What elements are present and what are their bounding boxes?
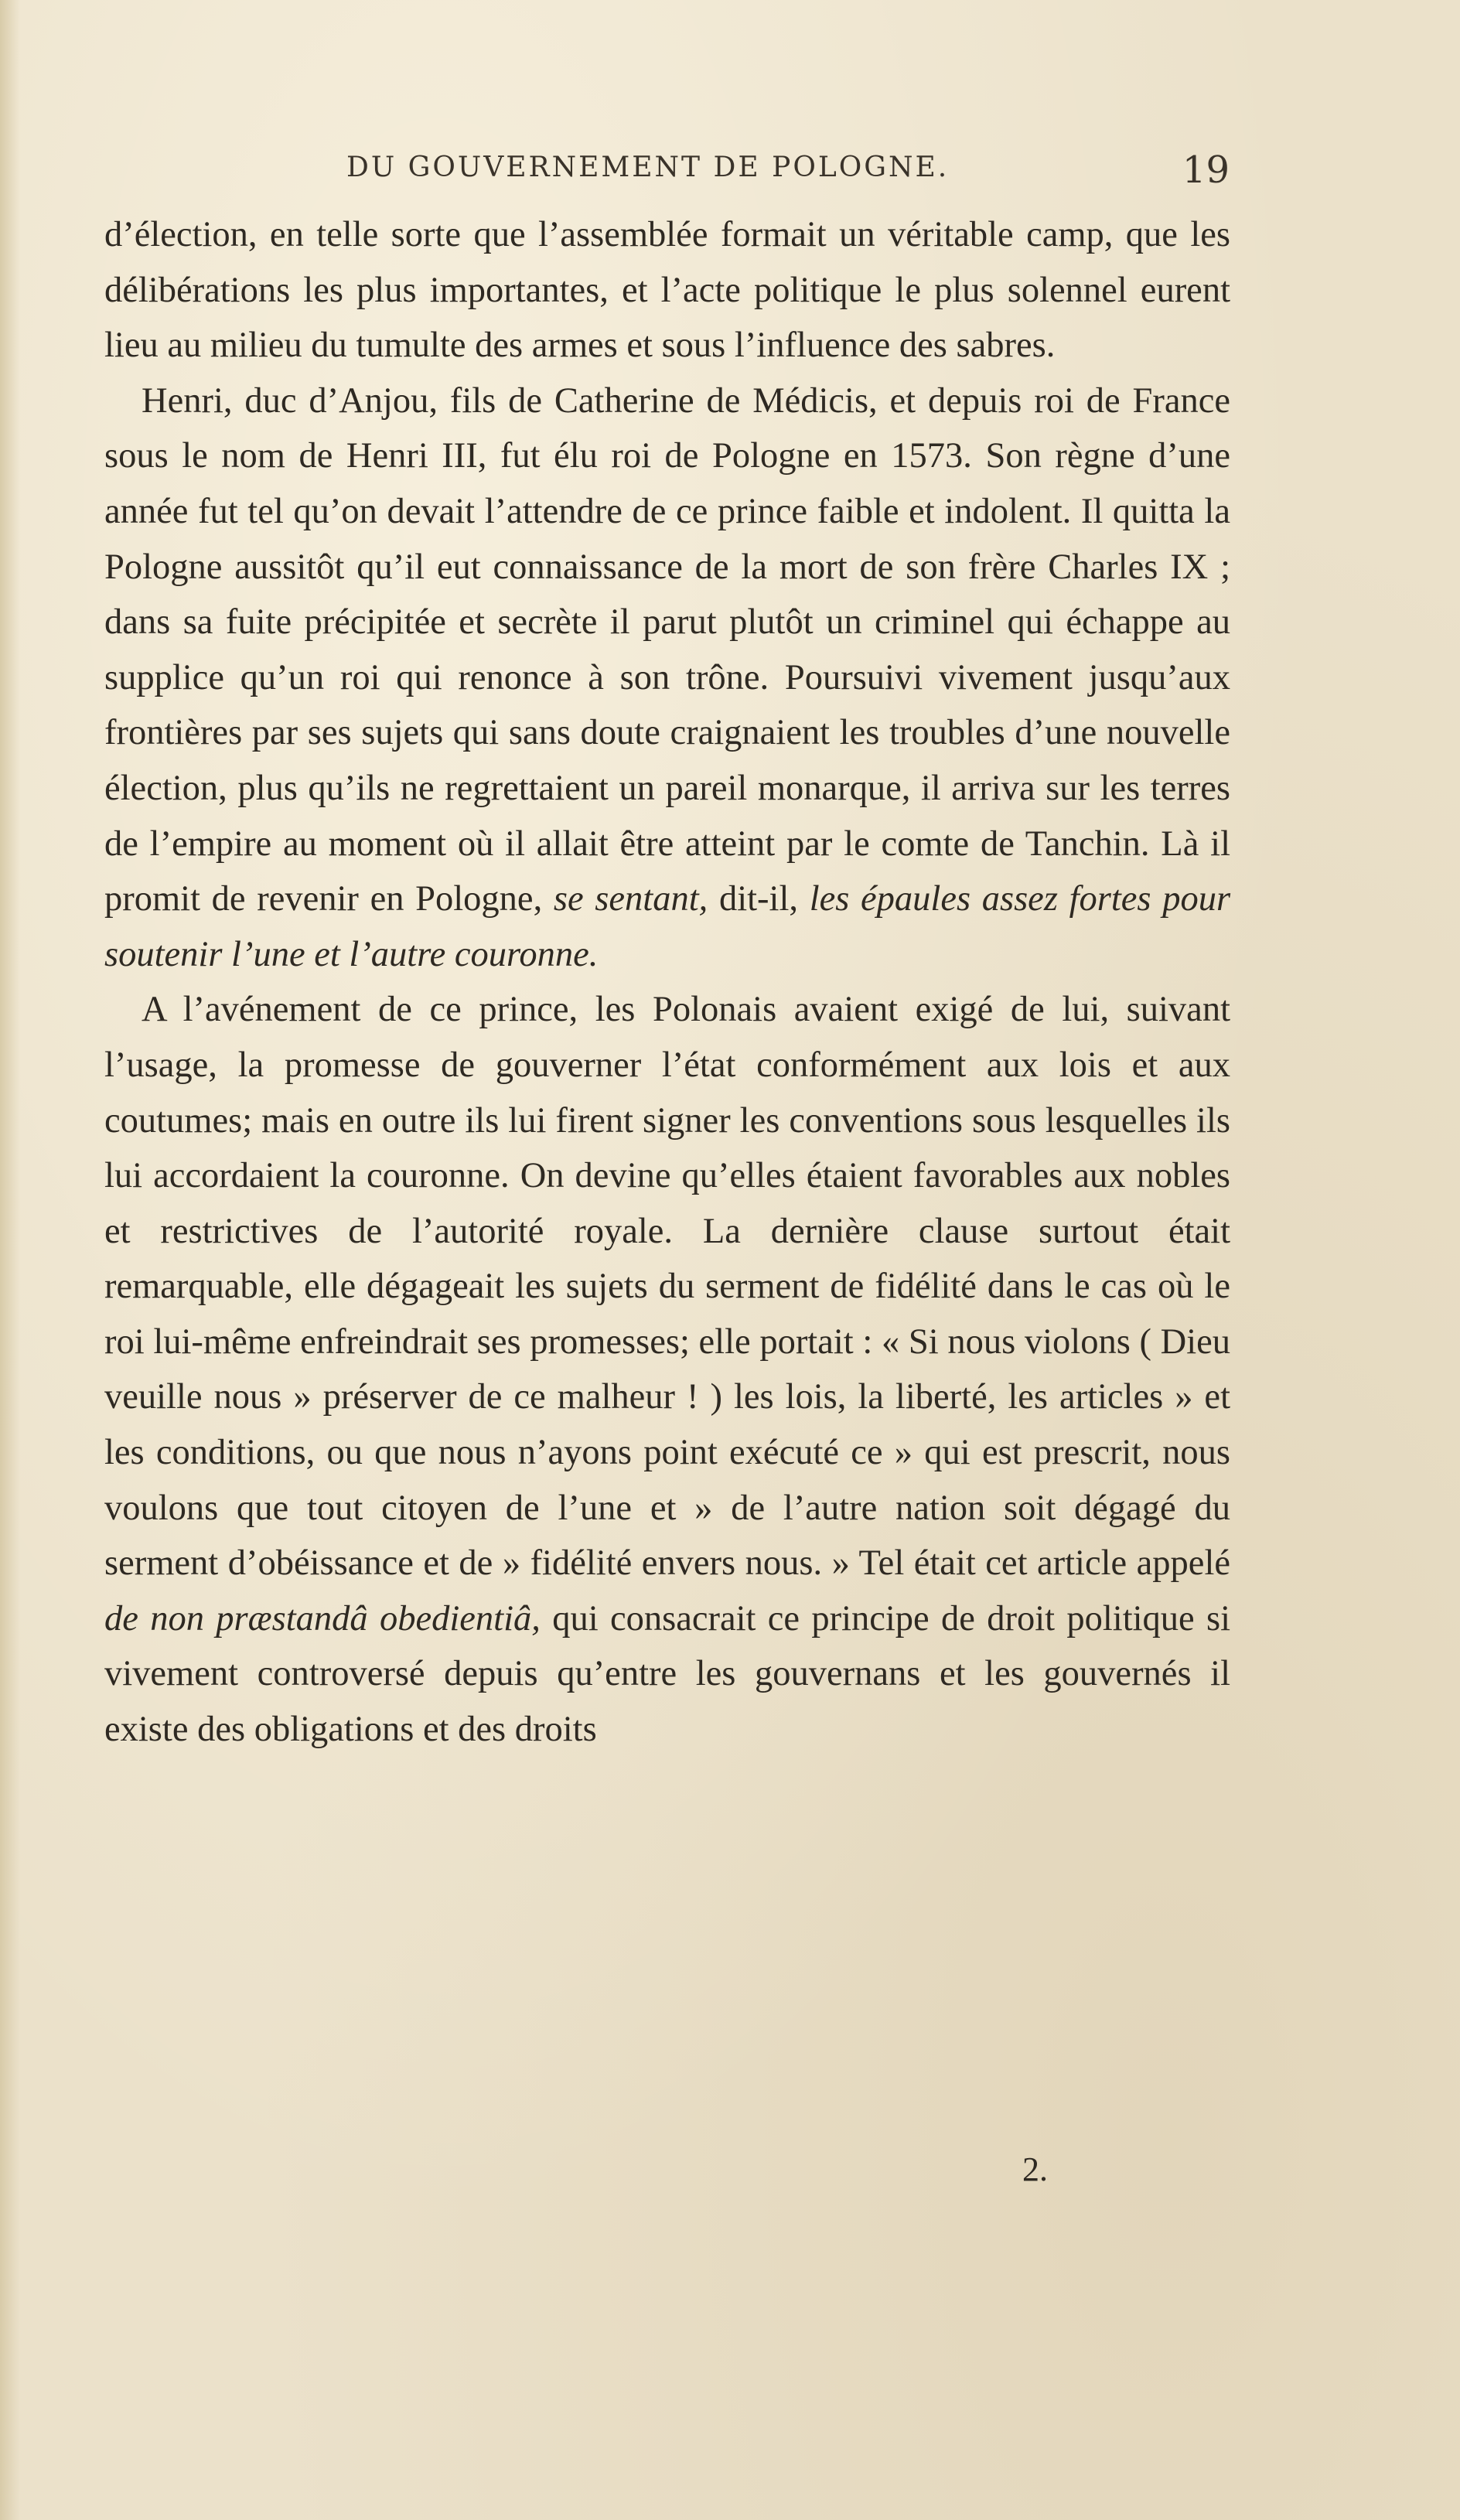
paragraph-3-text: A l’avénement de ce prince, les Polonais avaient exigé de lui, suivant l’usage, la promesse de gouverner l’état conformément aux lois et aux coutumes; mais en outre ils lui firent signer les conventions sous lesquelles ils lui accordaient la couronne. On devine qu’elles étaient favorables aux nobles et restrictives de l’autorité royale. La dernière clause surtout était remarquable, elle dégageait les sujets du serment de fidélité dans le cas où le roi lui-même enfreindrait ses promesses; elle portait : « Si nous violons ( Dieu veuille nous » préserver de ce malheur ! ) les lois, la liberté, les articles » et les conditions, ou que nous n’ayons point exécuté ce » qui est prescrit, nous voulons que tout citoyen de l’une et » de l’autre nation soit dégagé du serment d’obéissance et de » fidélité envers nous. » Tel était cet article appelé (104, 990, 1230, 1584)
paragraph-2 (104, 373, 1230, 983)
paragraph-2-text: Henri, duc d’Anjou, fils de Catherine de Médicis, et depuis roi de France sous le nom de Henri III, fut élu roi de Pologne en 1573. Son règne d’une année fut tel qu’on devait l’attendre de ce prince faible et indolent. Il quitta la Pologne aussitôt qu’il eut connaissance de la mort de son frère Charles IX ; dans sa fuite précipitée et secrète il parut plutôt un criminel qui échappe au supplice qu’un roi qui renonce à son trône. Poursuivi vivement jusqu’aux frontières par ses sujets qui sans doute craignaient les troubles d’une nouvelle élection, plus qu’ils ne regrettaient un pareil monarque, il arriva sur les terres de l’empire au moment où il allait être atteint par le comte de Tanchin. Là il promit de revenir en Pologne, (104, 380, 1230, 919)
running-title: DU GOUVERNEMENT DE POLOGNE. (346, 152, 950, 183)
paragraph-2-italic-quote-end: les épaules assez fortes pour soutenir l’une et l’autre couronne. (104, 879, 1231, 974)
signature-mark: 2. (1022, 2150, 1048, 2188)
running-head (107, 148, 1230, 198)
paragraph-2-italic-quote: se sentant, (553, 879, 708, 919)
page-number: 19 (1182, 148, 1230, 192)
paragraph-3 (104, 982, 1230, 1757)
paragraph-1: d’élection, en telle sorte que l’assemblée formait un véritable camp, que les délibérations les plus importantes, et l’acte politique le plus solennel eurent lieu au milieu du tumulte des armes et sous l’influence des sabres. (104, 215, 1230, 366)
paragraph-3-text-end: qui consacrait ce principe de droit politique si vivement controversé depuis qu’entre les gouvernans et les gouvernés il existe des obligations et des droits (104, 1598, 1231, 1750)
page-edge-shadow (0, 0, 20, 2520)
paragraph-2-aside: dit-il, (718, 879, 798, 919)
paragraph-3-latin-term: de non præstandâ obedientiâ, (104, 1598, 541, 1639)
body-text (104, 207, 1230, 1758)
